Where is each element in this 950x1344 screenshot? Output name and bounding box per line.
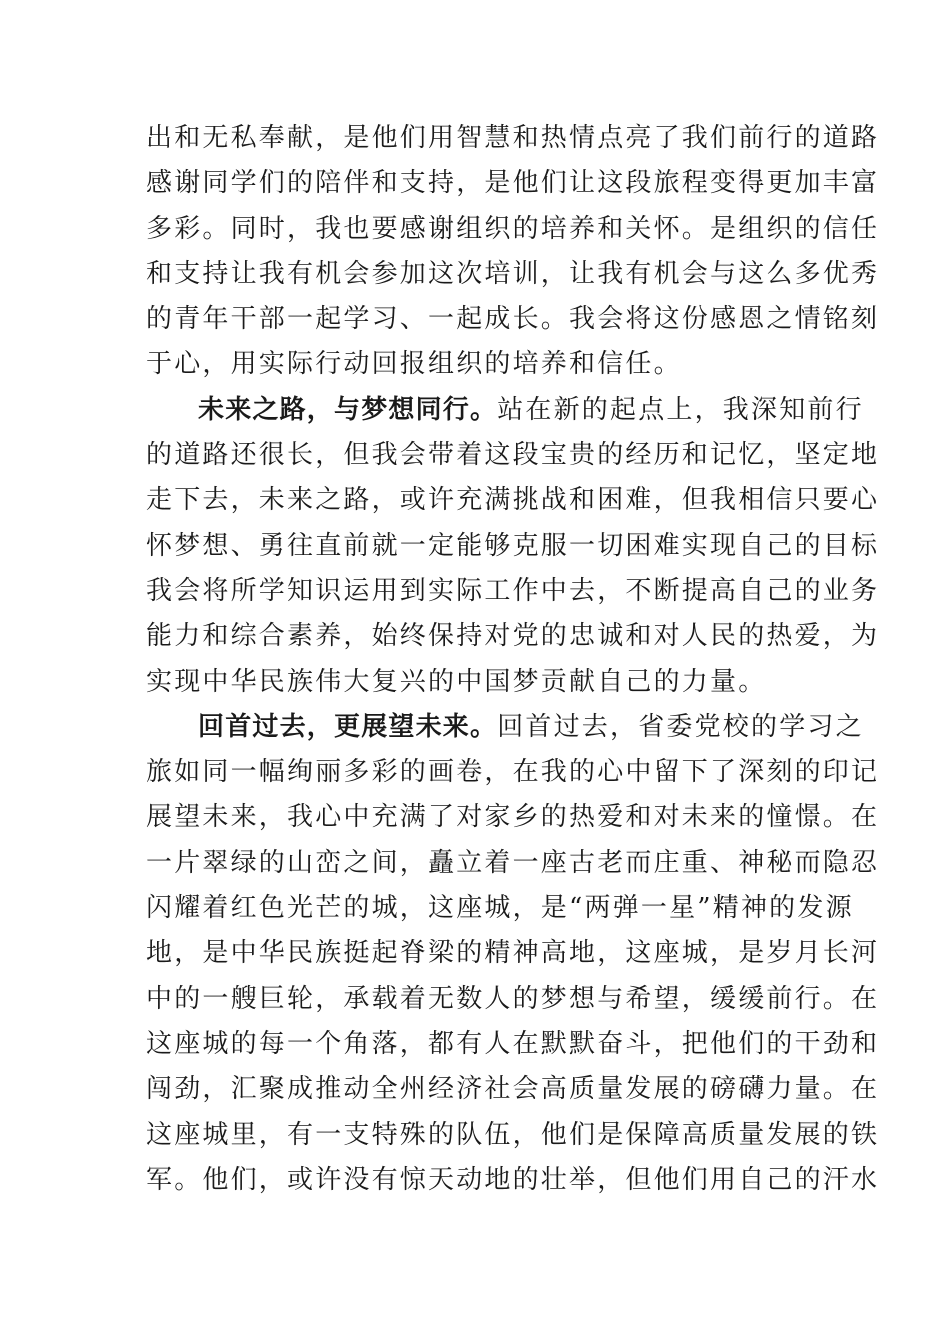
text-line: 闪耀着红色光芒的城，这座城，是“两弹一星”精神的发源 — [146, 893, 854, 924]
paragraph-first-line — [146, 388, 864, 433]
text-line: 走下去，未来之路，或许充满挑战和困难，但我相信只要心 — [146, 485, 880, 516]
text-line: 这座城的每一个角落，都有人在默默奋斗，把他们的干劲和 — [146, 1028, 880, 1059]
text-line: 怀梦想、勇往直前就一定能够克服一切困难实现自己的目标 — [146, 530, 880, 561]
text-line: 这座城里，有一支特殊的队伍，他们是保障高质量发展的铁 — [146, 1119, 880, 1150]
text-line: 地，是中华民族挺起脊梁的精神高地，这座城，是岁月长河 — [146, 938, 880, 969]
text-span: 站在新的起点上，我深知前行 — [497, 394, 864, 425]
text-line: 多彩。同时，我也要感谢组织的培养和关怀。是组织的信任 — [146, 213, 880, 244]
text-line: 实现中华民族伟大复兴的中国梦贡献自己的力量。 — [146, 666, 767, 697]
text-line: 展望未来，我心中充满了对家乡的热爱和对未来的憧憬。在 — [146, 802, 880, 833]
text-span: 回首过去，省委党校的学习之 — [497, 711, 864, 742]
text-line: 和支持让我有机会参加这次培训，让我有机会与这么多优秀 — [146, 258, 880, 289]
text-line: 旅如同一幅绚丽多彩的画卷，在我的心中留下了深刻的印记 — [146, 757, 880, 788]
text-line: 出和无私奉献，是他们用智慧和热情点亮了我们前行的道路 — [146, 123, 880, 153]
text-line: 的道路还很长，但我会带着这段宝贵的经历和记忆，坚定地 — [146, 440, 880, 471]
text-line: 军。他们，或许没有惊天动地的壮举，但他们用自己的汗水 — [146, 1164, 880, 1195]
text-line: 中的一艘巨轮，承载着无数人的梦想与希望，缓缓前行。在 — [146, 983, 880, 1014]
body-text — [146, 116, 880, 1203]
text-line: 闯劲，汇聚成推动全州经济社会高质量发展的磅礴力量。在 — [146, 1074, 880, 1105]
text-line: 于心，用实际行动回报组织的培养和信任。 — [146, 349, 682, 380]
text-line: 感谢同学们的陪伴和支持，是他们让这段旅程变得更加丰富 — [146, 168, 880, 199]
paragraph-first-line — [146, 705, 864, 750]
section-heading: 未来之路，与梦想同行。 — [198, 394, 498, 425]
text-line: 能力和综合素养，始终保持对党的忠诚和对人民的热爱，为 — [146, 621, 880, 652]
text-line: 的青年干部一起学习、一起成长。我会将这份感恩之情铭刻 — [146, 304, 880, 335]
text-line: 我会将所学知识运用到实际工作中去，不断提高自己的业务 — [146, 575, 880, 606]
text-line: 一片翠绿的山峦之间，矗立着一座古老而庄重、神秘而隐忍 — [146, 847, 880, 878]
section-heading: 回首过去，更展望未来。 — [198, 711, 498, 742]
